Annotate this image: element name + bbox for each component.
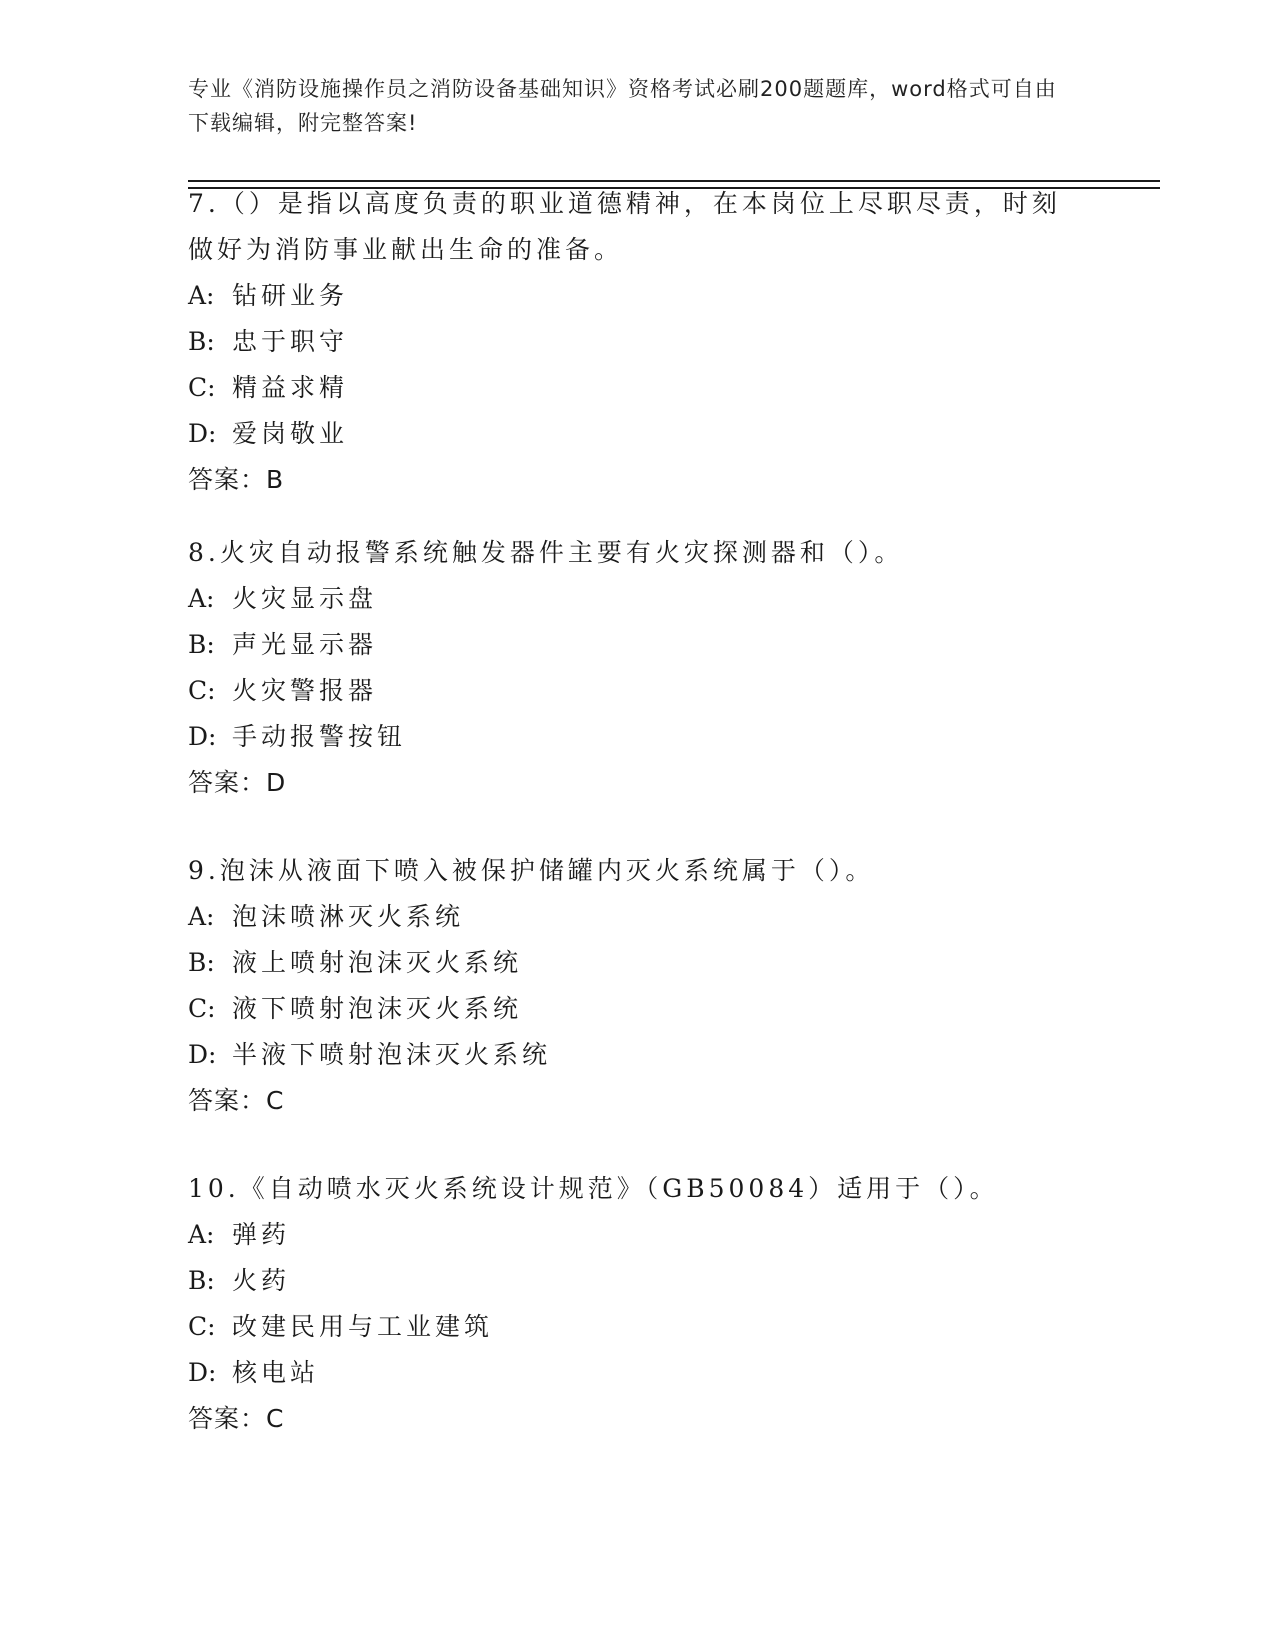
option-text: 液下喷射泡沫灭火系统 xyxy=(232,994,523,1023)
option-text: 改建民用与工业建筑 xyxy=(232,1312,494,1341)
option-c xyxy=(188,365,1088,411)
option-key: B: xyxy=(188,327,215,356)
question-8 xyxy=(188,530,1088,806)
answer-line: 答案：C xyxy=(188,1086,285,1115)
option-text: 火灾警报器 xyxy=(232,676,378,705)
option-c xyxy=(188,1304,1088,1350)
option-b xyxy=(188,1258,1088,1304)
option-key: D: xyxy=(188,1040,217,1069)
option-key: C: xyxy=(188,676,216,705)
option-text: 手动报警按钮 xyxy=(232,722,407,751)
option-text: 钻研业务 xyxy=(232,281,349,310)
option-key: C: xyxy=(188,1312,216,1341)
option-text: 忠于职守 xyxy=(232,327,349,356)
option-text: 精益求精 xyxy=(232,373,349,402)
option-text: 火灾显示盘 xyxy=(232,584,378,613)
option-text: 爱岗敬业 xyxy=(232,419,349,448)
answer-line: 答案：C xyxy=(188,1404,285,1433)
option-a xyxy=(188,273,1088,319)
option-key: B: xyxy=(188,948,215,977)
option-key: D: xyxy=(188,722,217,751)
option-key: A: xyxy=(188,902,215,931)
answer-line: 答案：D xyxy=(188,768,287,797)
option-key: B: xyxy=(188,630,215,659)
option-text: 火药 xyxy=(232,1266,291,1295)
option-key: D: xyxy=(188,1358,217,1387)
option-c xyxy=(188,668,1088,714)
question-stem: 9.泡沫从液面下喷入被保护储罐内灭火系统属于（）。 xyxy=(188,856,875,885)
question-stem: 10.《自动喷水灭火系统设计规范》（GB50084）适用于（）。 xyxy=(188,1174,999,1203)
answer-line: 答案：B xyxy=(188,465,285,494)
option-key: B: xyxy=(188,1266,215,1295)
question-stem: 7.（）是指以高度负责的职业道德精神，在本岗位上尽职尽责，时刻做好为消防事业献出生命的准备。 xyxy=(188,189,1061,264)
option-a xyxy=(188,1212,1088,1258)
option-key: A: xyxy=(188,584,215,613)
option-key: C: xyxy=(188,994,216,1023)
option-b xyxy=(188,622,1088,668)
option-text: 弹药 xyxy=(232,1220,291,1249)
question-10 xyxy=(188,1166,1088,1442)
document-header: 专业《消防设施操作员之消防设备基础知识》资格考试必刷200题题库，word格式可自由下载编辑，附完整答案! xyxy=(188,77,1057,135)
option-d xyxy=(188,714,1088,760)
question-7 xyxy=(188,181,1088,503)
option-text: 核电站 xyxy=(232,1358,320,1387)
option-key: C: xyxy=(188,373,216,402)
option-d xyxy=(188,1350,1088,1396)
option-c xyxy=(188,986,1088,1032)
option-text: 声光显示器 xyxy=(232,630,378,659)
option-a xyxy=(188,894,1088,940)
option-text: 半液下喷射泡沫灭火系统 xyxy=(232,1040,552,1069)
option-key: A: xyxy=(188,1220,215,1249)
option-key: A: xyxy=(188,281,215,310)
option-key: D: xyxy=(188,419,217,448)
option-b xyxy=(188,940,1088,986)
question-stem: 8.火灾自动报警系统触发器件主要有火灾探测器和（）。 xyxy=(188,538,904,567)
option-text: 泡沫喷淋灭火系统 xyxy=(232,902,465,931)
option-b xyxy=(188,319,1088,365)
option-a xyxy=(188,576,1088,622)
option-text: 液上喷射泡沫灭火系统 xyxy=(232,948,523,977)
question-9 xyxy=(188,848,1088,1124)
option-d xyxy=(188,411,1088,457)
option-d xyxy=(188,1032,1088,1078)
